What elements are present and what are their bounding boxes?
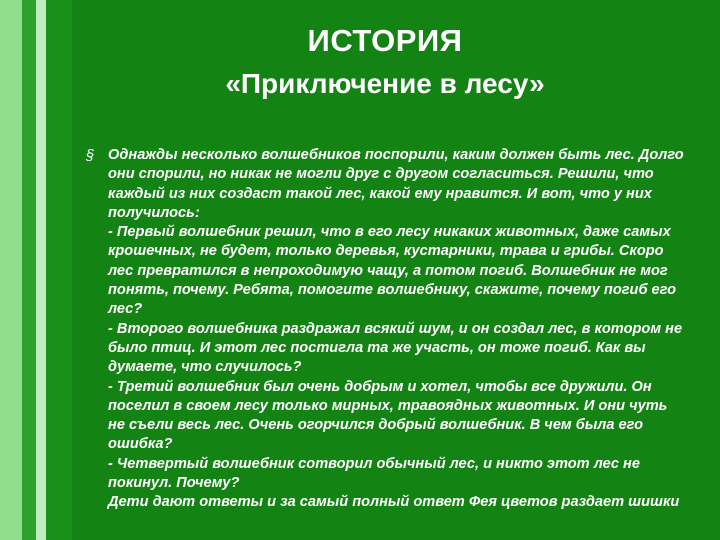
decorative-band-4 (46, 0, 72, 540)
slide-body (86, 146, 686, 513)
decorative-band-1 (0, 0, 22, 540)
title-secondary: «Приключение в лесу» (225, 68, 545, 99)
paragraph: - Второго волшебника раздражал всякий шум, и он создал лес, в котором не было птиц. И этот лес постигла та же участь, он тоже погиб. Как вы думаете, что случилось? (108, 320, 683, 376)
bullet-item (86, 146, 686, 513)
paragraph: - Первый волшебник решил, что в его лесу никаких животных, даже самых крошечных, не будет, только деревья, кустарники, трава и грибы. Скоро лес превратился в непроходимую чащу, а потом погиб. Волшебник не мог понять, почему. Ребята, помогите волшебнику, скажите, почему погиб его лес? (108, 224, 677, 318)
paragraph: Однажды несколько волшебников поспорили, каким должен быть лес. Долго они спорили, но никак не могли друг с другом согласиться. Решили, что каждый из них создаст такой лес, какой ему нравится. И вот, что у них получилось: (108, 147, 684, 221)
bullet-marker-icon: § (86, 147, 95, 164)
slide-title (72, 22, 698, 104)
paragraph: - Третий волшебник был очень добрым и хотел, чтобы все дружили. Он поселил в своем лесу только мирных, травоядных животных. И они чуть не съели весь лес. Очень огорчился добрый волшебник. В чем была его ошибка? (108, 378, 668, 453)
decorative-band-3 (36, 0, 46, 540)
paragraph-stack (108, 146, 686, 513)
paragraph: Дети дают ответы и за самый полный ответ Фея цветов раздает шишки (108, 494, 680, 511)
paragraph: - Четвертый волшебник сотворил обычный лес, и никто этот лес не покинул. Почему? (108, 455, 640, 492)
title-primary: ИСТОРИЯ (307, 23, 463, 58)
decorative-band-2 (22, 0, 36, 540)
